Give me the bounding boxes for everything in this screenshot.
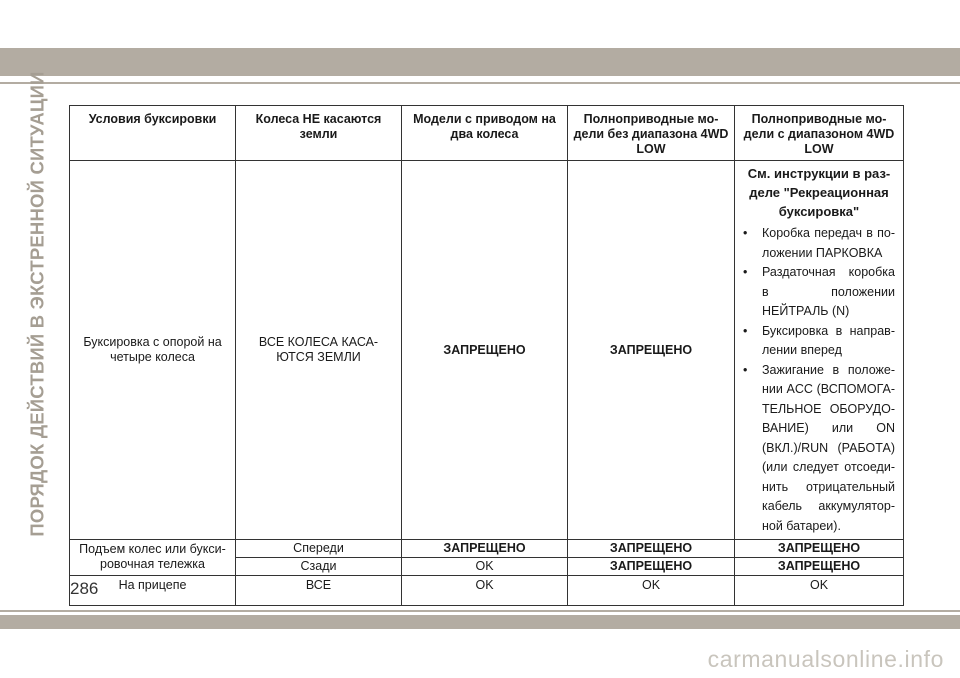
- cell-flat-tow-4wd-no-low: ЗАПРЕЩЕНО: [568, 161, 735, 540]
- cell-trailer-condition: На прицепе: [70, 576, 236, 606]
- bottom-decor-band: [0, 615, 960, 629]
- header-towing-conditions: Условия буксировки: [70, 106, 236, 161]
- cell-flat-tow-2wd: ЗАПРЕЩЕНО: [402, 161, 568, 540]
- cell-flat-tow-wheels-off: ВСЕ КОЛЕСА КАСА-ЮТСЯ ЗЕМЛИ: [236, 161, 402, 540]
- cell-dolly-front-4wd-no-low: ЗАПРЕЩЕНО: [568, 540, 735, 558]
- cell-trailer-wheels-off: ВСЕ: [236, 576, 402, 606]
- cell-flat-tow-4wd-low: [735, 161, 904, 540]
- cell-dolly-rear-label: Сзади: [236, 558, 402, 576]
- cell-dolly-condition: Подъем колес или букси-ровочная тележка: [70, 540, 236, 576]
- recreational-towing-steps: [743, 224, 895, 536]
- bottom-decor-line: [0, 610, 960, 612]
- cell-flat-tow-condition: Буксировка с опорой на четыре колеса: [70, 161, 236, 540]
- cell-trailer-4wd-no-low: OK: [568, 576, 735, 606]
- list-item: • Буксировка в направ-лении вперед: [743, 322, 895, 361]
- header-4wd-with-low: Полноприводные мо-дели с диапазоном 4WD LOW: [735, 106, 904, 161]
- watermark-text: carmanualsonline.info: [707, 646, 944, 672]
- table-row: [70, 576, 904, 606]
- list-item: • Раздаточная коробка в положении НЕЙТРАЛЬ (N): [743, 263, 895, 322]
- header-two-wheel-drive: Модели с приводом на два колеса: [402, 106, 568, 161]
- cell-dolly-front-label: Спереди: [236, 540, 402, 558]
- cell-trailer-2wd: OK: [402, 576, 568, 606]
- header-4wd-without-low: Полноприводные мо-дели без диапазона 4WD LOW: [568, 106, 735, 161]
- list-item: • Зажигание в положе-нии ACC (ВСПОМОГА-ТЕЛЬНОЕ ОБОРУДО-ВАНИЕ) или ON (ВКЛ.)/RUN (РАБОТА) (или следует отсоеди-нить отрицательный кабель аккумулятор-ной батареи).: [743, 361, 895, 537]
- section-side-tab: [24, 71, 52, 537]
- section-side-title: ПОРЯДОК ДЕЙСТВИЙ В ЭКСТРЕННОЙ СИТУАЦИИ: [27, 71, 48, 537]
- top-decor-line: [0, 82, 960, 84]
- cell-dolly-rear-4wd-no-low: ЗАПРЕЩЕНО: [568, 558, 735, 576]
- cell-dolly-rear-2wd: OK: [402, 558, 568, 576]
- page-number: 286: [70, 579, 99, 598]
- cell-trailer-4wd-low: OK: [735, 576, 904, 606]
- cell-dolly-front-4wd-low: ЗАПРЕЩЕНО: [735, 540, 904, 558]
- table-row: [70, 540, 904, 558]
- table-header-row: [70, 106, 904, 161]
- top-decor-band: [0, 48, 960, 76]
- cell-dolly-front-2wd: ЗАПРЕЩЕНО: [402, 540, 568, 558]
- towing-conditions-table: [69, 105, 904, 606]
- header-wheels-off-ground: Колеса НЕ касаются земли: [236, 106, 402, 161]
- cell-dolly-rear-4wd-low: ЗАПРЕЩЕНО: [735, 558, 904, 576]
- list-item: • Коробка передач в по-ложении ПАРКОВКА: [743, 224, 895, 263]
- table-row: [70, 161, 904, 540]
- recreational-towing-note-title: См. инструкции в раз-деле "Рекреационная буксировка": [747, 166, 891, 219]
